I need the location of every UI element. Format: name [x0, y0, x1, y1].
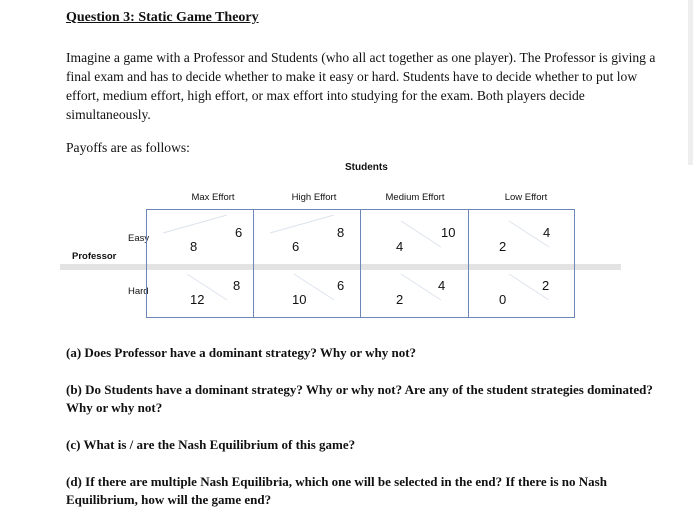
cell-diagonal	[469, 211, 573, 264]
row-header-easy: Easy	[128, 233, 150, 244]
payoff-cell-hard-high	[254, 264, 358, 317]
payoff-cell-hard-medium	[361, 264, 465, 317]
students-payoff: 2	[542, 278, 550, 293]
professor-payoff: 6	[292, 239, 300, 254]
professor-payoff: 4	[396, 239, 404, 254]
payoff-cell-easy-medium	[361, 211, 465, 264]
scan-edge	[688, 0, 693, 165]
professor-payoff: 10	[292, 292, 307, 307]
professor-payoff: 0	[499, 292, 507, 307]
payoff-cell-easy-max	[147, 211, 251, 264]
payoff-cell-hard-low	[469, 264, 573, 317]
cell-diagonal	[361, 264, 465, 317]
professor-payoff: 2	[499, 239, 507, 254]
question-d: (d) If there are multiple Nash Equilibria, which one will be selected in the end? If there is no Nash Equilibrium, how will the game end?	[66, 474, 607, 507]
cell-diagonal	[469, 264, 573, 317]
students-payoff: 4	[438, 278, 446, 293]
intro-paragraph: Imagine a game with a Professor and Students (who all act together as one player). The Professor is giving a final exam and has to decide whether to make it easy or hard. Students have to decide whether to put low effort, medium effort, high effort, or max effort into studying for the exam. Both players decide simultaneously.	[66, 50, 656, 122]
professor-payoff: 2	[396, 292, 404, 307]
payoffs-intro: Payoffs are as follows:	[66, 140, 190, 155]
column-header-low-effort: Low Effort	[504, 192, 548, 203]
students-payoff: 4	[543, 225, 551, 240]
professor-payoff: 12	[190, 292, 205, 307]
question-b: (b) Do Students have a dominant strategy? Why or why not? Are any of the student strategies dominated? Why or why not?	[66, 382, 653, 415]
row-header-hard: Hard	[128, 286, 149, 297]
professor-payoff: 8	[190, 239, 198, 254]
question-c: (c) What is / are the Nash Equilibrium of this game?	[66, 437, 356, 452]
students-payoff: 10	[441, 225, 456, 240]
payoff-cell-easy-low	[469, 211, 573, 264]
column-header-medium-effort: Medium Effort	[385, 192, 445, 203]
students-payoff: 8	[233, 278, 241, 293]
question-title: Question 3: Static Game Theory	[66, 10, 259, 25]
column-header-high-effort: High Effort	[291, 192, 337, 203]
row-player-label: Professor	[72, 251, 117, 262]
question-a: (a) Does Professor have a dominant strategy? Why or why not?	[66, 345, 417, 360]
students-payoff: 6	[337, 278, 345, 293]
payoff-cell-easy-high	[254, 211, 358, 264]
column-header-max-effort: Max Effort	[191, 192, 235, 203]
payoff-cell-hard-max	[147, 264, 251, 317]
students-payoff: 6	[235, 225, 243, 240]
students-payoff: 8	[337, 225, 345, 240]
column-player-label: Students	[345, 162, 388, 173]
